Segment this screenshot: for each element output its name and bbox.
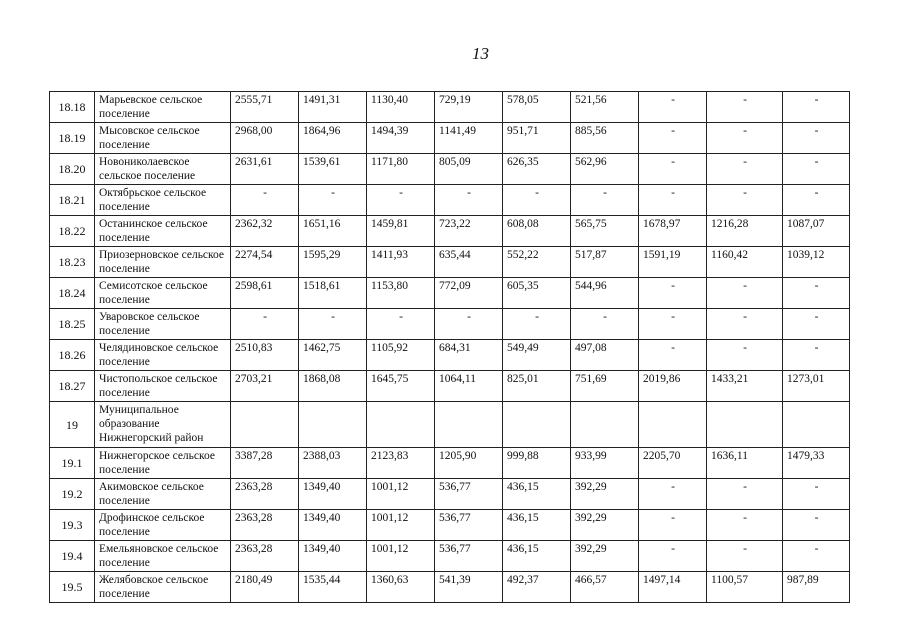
settlement-name-cell: Нижнегорское сельское поселение <box>95 448 231 479</box>
value-cell: - <box>571 185 639 216</box>
value-cell: 1868,08 <box>299 371 367 402</box>
value-cell: - <box>783 123 850 154</box>
value-cell: 1001,12 <box>367 479 435 510</box>
value-cell: 1216,28 <box>707 216 783 247</box>
row-number-cell: 19.2 <box>50 479 95 510</box>
value-cell: 635,44 <box>435 247 503 278</box>
value-cell: 684,31 <box>435 340 503 371</box>
row-number-cell: 18.21 <box>50 185 95 216</box>
value-cell: 1141,49 <box>435 123 503 154</box>
value-cell: - <box>367 309 435 340</box>
value-cell: 1497,14 <box>639 572 707 603</box>
value-cell: 2019,86 <box>639 371 707 402</box>
value-cell: 436,15 <box>503 510 571 541</box>
value-cell: 1105,92 <box>367 340 435 371</box>
value-cell: - <box>435 185 503 216</box>
value-cell: - <box>231 309 299 340</box>
value-cell: 1349,40 <box>299 479 367 510</box>
value-cell: - <box>783 510 850 541</box>
value-cell <box>571 402 639 448</box>
value-cell: 2363,28 <box>231 541 299 572</box>
table-row <box>50 216 850 247</box>
value-cell: 2510,83 <box>231 340 299 371</box>
value-cell: 1535,44 <box>299 572 367 603</box>
row-number-cell: 18.22 <box>50 216 95 247</box>
value-cell <box>435 402 503 448</box>
value-cell: - <box>707 541 783 572</box>
table-row <box>50 448 850 479</box>
value-cell: 825,01 <box>503 371 571 402</box>
value-cell: - <box>639 185 707 216</box>
value-cell: - <box>299 185 367 216</box>
value-cell: 536,77 <box>435 479 503 510</box>
value-cell: 1130,40 <box>367 92 435 123</box>
value-cell: - <box>707 123 783 154</box>
value-cell: 626,35 <box>503 154 571 185</box>
value-cell: 436,15 <box>503 541 571 572</box>
value-cell: - <box>707 510 783 541</box>
settlement-name-cell: Дрофинское сельское поселение <box>95 510 231 541</box>
value-cell: 565,75 <box>571 216 639 247</box>
value-cell: 2205,70 <box>639 448 707 479</box>
value-cell: - <box>639 278 707 309</box>
value-cell: 1064,11 <box>435 371 503 402</box>
value-cell <box>503 402 571 448</box>
value-cell: 1171,80 <box>367 154 435 185</box>
value-cell: - <box>639 510 707 541</box>
value-cell: - <box>435 309 503 340</box>
value-cell: 436,15 <box>503 479 571 510</box>
row-number-cell: 18.18 <box>50 92 95 123</box>
table-row <box>50 309 850 340</box>
value-cell: 2363,28 <box>231 479 299 510</box>
value-cell: 2363,28 <box>231 510 299 541</box>
settlement-name-cell: Желябовское сельское поселение <box>95 572 231 603</box>
value-cell: 1411,93 <box>367 247 435 278</box>
value-cell: 392,29 <box>571 510 639 541</box>
value-cell: - <box>707 154 783 185</box>
value-cell: 1678,97 <box>639 216 707 247</box>
value-cell: 497,08 <box>571 340 639 371</box>
value-cell: 605,35 <box>503 278 571 309</box>
value-cell: 951,71 <box>503 123 571 154</box>
value-cell: 1433,21 <box>707 371 783 402</box>
value-cell: 1645,75 <box>367 371 435 402</box>
value-cell: 729,19 <box>435 92 503 123</box>
value-cell: 536,77 <box>435 541 503 572</box>
value-cell: 1595,29 <box>299 247 367 278</box>
row-number-cell: 19 <box>50 402 95 448</box>
value-cell: 1459,81 <box>367 216 435 247</box>
value-cell: 1001,12 <box>367 541 435 572</box>
value-cell: 1479,33 <box>783 448 850 479</box>
settlement-name-cell: Останинское сельское поселение <box>95 216 231 247</box>
value-cell <box>299 402 367 448</box>
row-number-cell: 18.20 <box>50 154 95 185</box>
value-cell: 2598,61 <box>231 278 299 309</box>
value-cell: 1039,12 <box>783 247 850 278</box>
table-row <box>50 479 850 510</box>
value-cell: 1205,90 <box>435 448 503 479</box>
table-row <box>50 154 850 185</box>
value-cell <box>639 402 707 448</box>
value-cell: 466,57 <box>571 572 639 603</box>
value-cell: - <box>231 185 299 216</box>
value-cell: 2123,83 <box>367 448 435 479</box>
value-cell: 392,29 <box>571 541 639 572</box>
value-cell: 933,99 <box>571 448 639 479</box>
value-cell: - <box>503 309 571 340</box>
row-number-cell: 18.25 <box>50 309 95 340</box>
table-row <box>50 247 850 278</box>
settlement-name-cell: Семисотское сельское поселение <box>95 278 231 309</box>
settlement-name-cell: Акимовское сельское поселение <box>95 479 231 510</box>
value-cell: - <box>707 340 783 371</box>
settlement-name-cell: Муниципальное образование Нижнегорский район <box>95 402 231 448</box>
table-row <box>50 371 850 402</box>
value-cell <box>231 402 299 448</box>
value-cell: - <box>707 479 783 510</box>
value-cell: 2274,54 <box>231 247 299 278</box>
value-cell: - <box>639 123 707 154</box>
row-number-cell: 18.23 <box>50 247 95 278</box>
value-cell: 805,09 <box>435 154 503 185</box>
value-cell <box>783 402 850 448</box>
value-cell: 549,49 <box>503 340 571 371</box>
settlement-name-cell: Приозерновское сельское поселение <box>95 247 231 278</box>
value-cell: 544,96 <box>571 278 639 309</box>
row-number-cell: 19.5 <box>50 572 95 603</box>
value-cell: 1462,75 <box>299 340 367 371</box>
value-cell: 1001,12 <box>367 510 435 541</box>
table-row <box>50 92 850 123</box>
value-cell: - <box>783 541 850 572</box>
value-cell: 885,56 <box>571 123 639 154</box>
value-cell: - <box>639 541 707 572</box>
table-row <box>50 402 850 448</box>
table-row <box>50 510 850 541</box>
table-row <box>50 541 850 572</box>
settlement-name-cell: Мысовское сельское поселение <box>95 123 231 154</box>
value-cell: - <box>783 278 850 309</box>
row-number-cell: 18.26 <box>50 340 95 371</box>
value-cell: 2555,71 <box>231 92 299 123</box>
value-cell: 1360,63 <box>367 572 435 603</box>
settlement-name-cell: Октябрьское сельское поселение <box>95 185 231 216</box>
row-number-cell: 19.4 <box>50 541 95 572</box>
value-cell: 521,56 <box>571 92 639 123</box>
value-cell: 2180,49 <box>231 572 299 603</box>
value-cell <box>707 402 783 448</box>
page-number: 13 <box>472 44 489 63</box>
value-cell: - <box>783 340 850 371</box>
value-cell: 1349,40 <box>299 510 367 541</box>
value-cell: 1864,96 <box>299 123 367 154</box>
value-cell <box>367 402 435 448</box>
value-cell: 999,88 <box>503 448 571 479</box>
value-cell: - <box>783 154 850 185</box>
settlement-name-cell: Чистопольское сельское поселение <box>95 371 231 402</box>
value-cell: - <box>367 185 435 216</box>
value-cell: 1273,01 <box>783 371 850 402</box>
value-cell: - <box>639 479 707 510</box>
value-cell: 578,05 <box>503 92 571 123</box>
settlement-name-cell: Новониколаевское сельское поселение <box>95 154 231 185</box>
value-cell: 2362,32 <box>231 216 299 247</box>
value-cell: - <box>639 92 707 123</box>
value-cell: 1349,40 <box>299 541 367 572</box>
value-cell: 536,77 <box>435 510 503 541</box>
value-cell: 517,87 <box>571 247 639 278</box>
value-cell: 492,37 <box>503 572 571 603</box>
table-row <box>50 278 850 309</box>
settlement-name-cell: Уваровское сельское поселение <box>95 309 231 340</box>
value-cell: - <box>571 309 639 340</box>
value-cell: 1539,61 <box>299 154 367 185</box>
value-cell: 1087,07 <box>783 216 850 247</box>
value-cell: 608,08 <box>503 216 571 247</box>
value-cell: 1100,57 <box>707 572 783 603</box>
row-number-cell: 18.24 <box>50 278 95 309</box>
row-number-cell: 18.27 <box>50 371 95 402</box>
value-cell: 1494,39 <box>367 123 435 154</box>
value-cell: 3387,28 <box>231 448 299 479</box>
value-cell: 1160,42 <box>707 247 783 278</box>
settlement-name-cell: Марьевское сельское поселение <box>95 92 231 123</box>
value-cell: 2388,03 <box>299 448 367 479</box>
value-cell: - <box>639 309 707 340</box>
value-cell: 987,89 <box>783 572 850 603</box>
settlement-name-cell: Челядиновское сельское поселение <box>95 340 231 371</box>
row-number-cell: 18.19 <box>50 123 95 154</box>
value-cell: - <box>783 309 850 340</box>
value-cell: 552,22 <box>503 247 571 278</box>
value-cell: - <box>707 278 783 309</box>
value-cell: 2703,21 <box>231 371 299 402</box>
value-cell: 562,96 <box>571 154 639 185</box>
value-cell: 723,22 <box>435 216 503 247</box>
value-cell: 1153,80 <box>367 278 435 309</box>
table-row <box>50 123 850 154</box>
value-cell: 392,29 <box>571 479 639 510</box>
value-cell: - <box>707 309 783 340</box>
tariff-table <box>49 91 850 603</box>
table-row <box>50 572 850 603</box>
value-cell: 1491,31 <box>299 92 367 123</box>
value-cell: 1651,16 <box>299 216 367 247</box>
value-cell: 541,39 <box>435 572 503 603</box>
row-number-cell: 19.3 <box>50 510 95 541</box>
value-cell: - <box>639 154 707 185</box>
value-cell: 2968,00 <box>231 123 299 154</box>
value-cell: - <box>783 479 850 510</box>
value-cell: - <box>503 185 571 216</box>
value-cell: 1518,61 <box>299 278 367 309</box>
table-row <box>50 185 850 216</box>
table-row <box>50 340 850 371</box>
value-cell: - <box>783 185 850 216</box>
value-cell: - <box>707 92 783 123</box>
value-cell: - <box>783 92 850 123</box>
value-cell: 2631,61 <box>231 154 299 185</box>
row-number-cell: 19.1 <box>50 448 95 479</box>
value-cell: 1591,19 <box>639 247 707 278</box>
value-cell: 751,69 <box>571 371 639 402</box>
value-cell: - <box>639 340 707 371</box>
value-cell: - <box>299 309 367 340</box>
value-cell: 772,09 <box>435 278 503 309</box>
value-cell: - <box>707 185 783 216</box>
value-cell: 1636,11 <box>707 448 783 479</box>
settlement-name-cell: Емельяновское сельское поселение <box>95 541 231 572</box>
table-body <box>50 92 850 603</box>
